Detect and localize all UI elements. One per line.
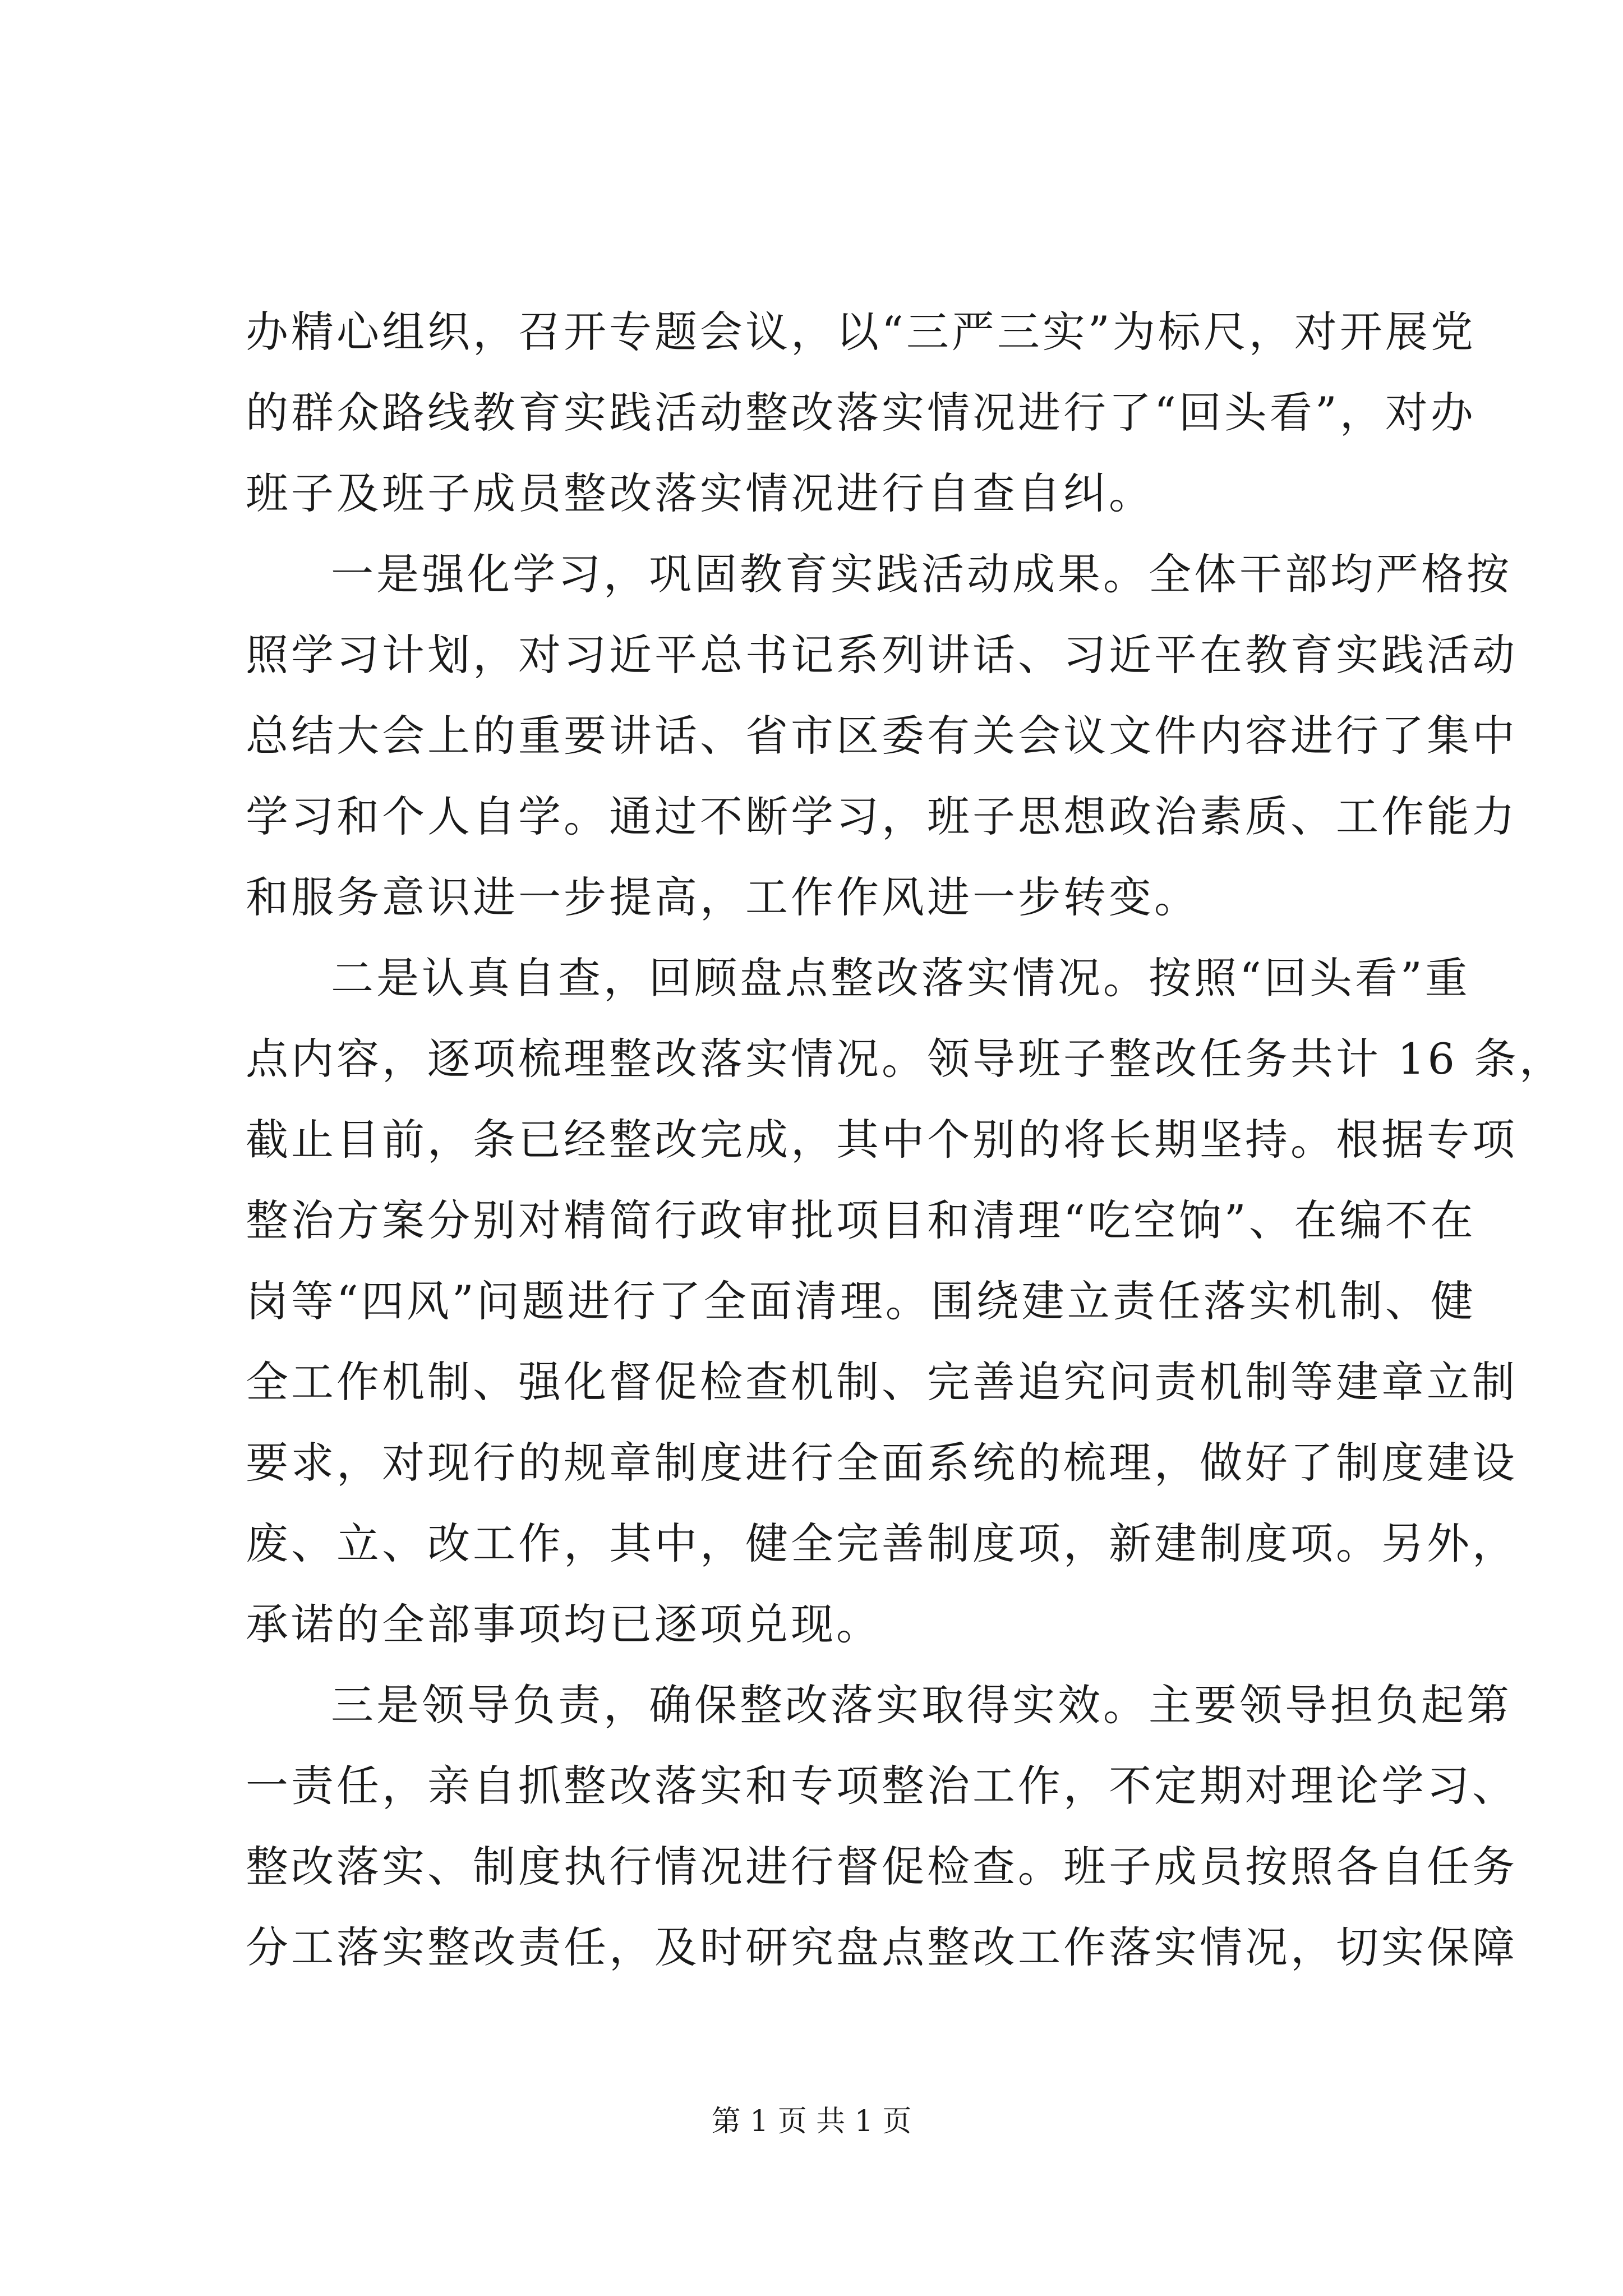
page-footer: 第 1 页 共 1 页 [711,2105,912,2138]
text-line: 要求，对现行的规章制度进行全面系统的梳理，做好了制度建设 [246,1438,1518,1488]
text-line: 整改落实、制度执行情况进行督促检查。班子成员按照各自任务 [246,1842,1518,1892]
text-line: 一责任，亲自抓整改落实和专项整治工作，不定期对理论学习、 [246,1761,1518,1811]
text-line: 照学习计划，对习近平总书记系列讲话、习近平在教育实践活动 [246,630,1518,680]
text-line: 全工作机制、强化督促检查机制、完善追究问责机制等建章立制 [246,1357,1518,1407]
text-line: 分工落实整改责任，及时研究盘点整改工作落实情况，切实保障 [246,1922,1518,1972]
text-line: 点内容，逐项梳理整改落实情况。领导班子整改任务共计 16 条， [246,1034,1565,1084]
text-line: 整治方案分别对精简行政审批项目和清理“吃空饷”、在编不在 [246,1195,1476,1245]
text-line: 总结大会上的重要讲话、省市区委有关会议文件内容进行了集中 [246,711,1518,761]
text-line: 班子及班子成员整改落实情况进行自查自纠。 [246,468,1154,518]
text-line: 截止目前，条已经整改完成，其中个别的将长期坚持。根据专项 [246,1115,1518,1165]
document-body [246,292,1565,1988]
text-line: 二是认真自查，回顾盘点整改落实情况。按照“回头看”重 [331,953,1470,1003]
text-line: 岗等“四风”问题进行了全面清理。围绕建立责任落实机制、健 [246,1276,1476,1326]
text-line: 承诺的全部事项均已逐项兑现。 [246,1599,882,1649]
text-line: 和服务意识进一步提高，工作作风进一步转变。 [246,872,1200,922]
text-line: 办精心组织，召开专题会议，以“三严三实”为标尺，对开展党 [246,307,1476,357]
text-line: 一是强化学习，巩固教育实践活动成果。全体干部均严格按 [331,549,1512,599]
text-line: 的群众路线教育实践活动整改落实情况进行了“回头看”，对办 [246,388,1476,438]
text-line: 三是领导负责，确保整改落实取得实效。主要领导担负起第 [331,1680,1512,1730]
text-line: 学习和个人自学。通过不断学习，班子思想政治素质、工作能力 [246,792,1518,841]
text-line: 废、立、改工作，其中，健全完善制度项，新建制度项。另外， [246,1519,1518,1568]
